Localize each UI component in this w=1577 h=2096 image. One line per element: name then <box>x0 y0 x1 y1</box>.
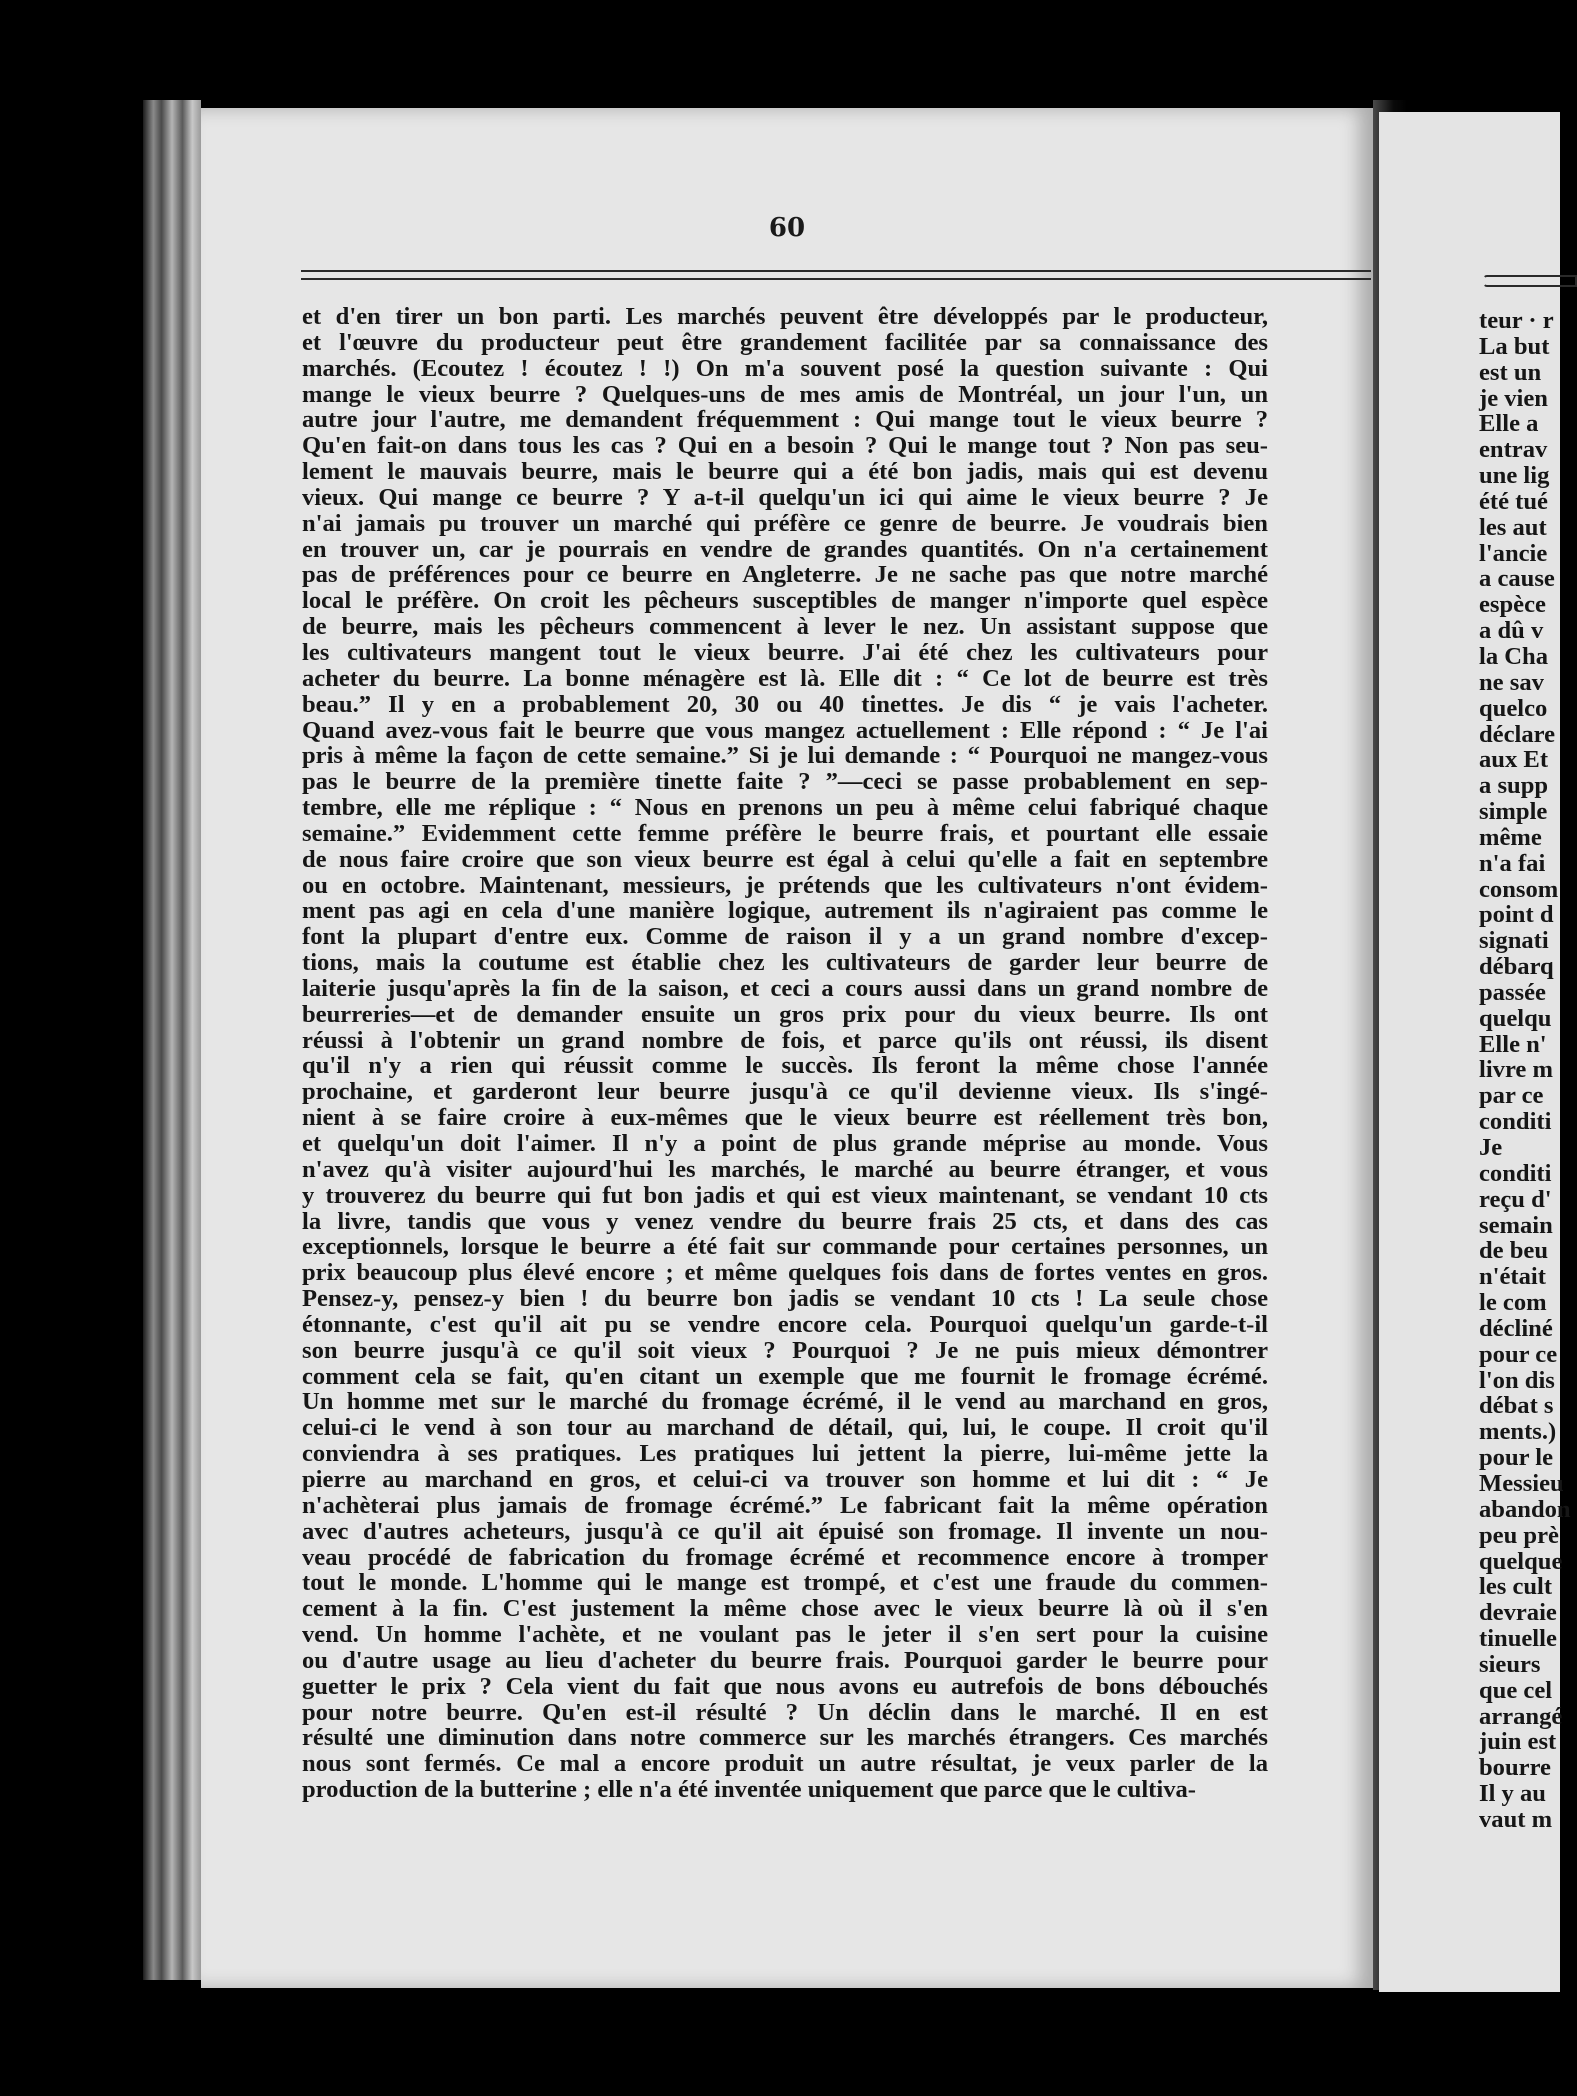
text-line: bourre <box>1479 1754 1551 1782</box>
text-line: n'a fai <box>1479 849 1546 877</box>
text-line: tions, mais la coutume est établie chez les cultivateurs de garder leur beurre de <box>302 949 1268 977</box>
text-line: de nous faire croire que son vieux beurre est égal à celui qu'elle a fait en septembre <box>302 845 1268 873</box>
text-line: consom <box>1479 875 1559 903</box>
text-line: lement le mauvais beurre, mais le beurre qui a été bon jadis, mais qui est devenu <box>302 458 1268 486</box>
text-line: débat s <box>1479 1392 1554 1420</box>
text-line: ment pas agi en cela d'une manière logique, autrement ils n'agiraient pas comme le <box>302 897 1268 925</box>
page-body-text <box>302 304 1268 1803</box>
text-line: l'ancie <box>1479 539 1548 567</box>
text-line: simple <box>1479 798 1548 826</box>
text-line: résulté une diminution dans notre commerce sur les marchés étrangers. Ces marchés <box>302 1724 1268 1752</box>
text-line: y trouverez du beurre qui fut bon jadis et qui est vieux maintenant, se vendant 10 cts <box>302 1181 1268 1209</box>
book-page-right-partial <box>1379 112 1571 1992</box>
next-page-body-text <box>1479 308 1571 1833</box>
text-line: guetter le prix ? Cela vient du fait que nous avons eu autrefois de bons débouchés <box>302 1672 1268 1700</box>
text-line: réussi à l'obtenir un grand nombre de fois, et parce qu'ils ont réussi, ils disent <box>302 1026 1268 1054</box>
text-line: a dû v <box>1479 617 1544 645</box>
text-line: local le préfère. On croit les pêcheurs susceptibles de manger n'importe quel espèce <box>302 587 1268 615</box>
text-line: pas de préférences pour ce beurre en Angleterre. Je ne sache pas que notre marché <box>302 561 1268 589</box>
text-line: et l'œuvre du producteur peut être grandement facilitée par sa connaissance des <box>302 328 1268 356</box>
text-line: teur · r <box>1479 307 1554 334</box>
text-line: qu'il n'y a rien qui réussit comme le succès. Ils feront la même chose l'année <box>302 1052 1268 1080</box>
text-line: Elle a <box>1479 410 1539 438</box>
text-line: comment cela se fait, qu'en citant un exemple que me fournit le fromage écrémé. <box>302 1362 1268 1390</box>
text-line: de beu <box>1479 1237 1549 1265</box>
text-line: même <box>1479 823 1542 851</box>
text-line: Elle n' <box>1479 1030 1547 1058</box>
text-line: étonnante, c'est qu'il ait pu se vendre encore cela. Pourquoi quelqu'un garde-t-il <box>302 1310 1268 1338</box>
text-line: la livre, tandis que vous y venez vendre du beurre frais 25 cts, et dans des cas <box>302 1207 1268 1235</box>
text-line: la Cha <box>1479 642 1549 670</box>
text-line: semain <box>1479 1211 1553 1239</box>
text-line: déclare <box>1479 720 1556 748</box>
text-line: font la plupart d'entre eux. Comme de raison il y a un grand nombre d'excep- <box>302 923 1268 951</box>
text-line: nous sont fermés. Ce mal a encore produit un autre résultat, je veux parler de la <box>302 1750 1268 1778</box>
text-line: Un homme met sur le marché du fromage écrémé, il le vend au marchand en gros, <box>302 1388 1268 1416</box>
page-number: 60 <box>768 213 806 243</box>
text-line: n'était <box>1479 1263 1546 1291</box>
text-line: espèce <box>1479 591 1546 619</box>
text-line: peu prè <box>1479 1521 1559 1549</box>
text-line: Je <box>1479 1134 1503 1161</box>
text-line: n'achèterai plus jamais de fromage écrémé.” Le fabricant fait la même opération <box>302 1491 1268 1519</box>
text-line: quelco <box>1479 694 1548 722</box>
text-line: vend. Un homme l'achète, et ne voulant pas le jeter il s'en sert pour la cuisine <box>302 1621 1268 1649</box>
text-line: ments.) <box>1479 1418 1557 1446</box>
text-line: sieurs <box>1479 1650 1541 1678</box>
text-line: celui-ci le vend à son tour au marchand de détail, qui, lui, le coupe. Il croit qu'il <box>302 1414 1268 1442</box>
text-line: et quelqu'un doit l'aimer. Il n'y a point de plus grande méprise au monde. Vous <box>302 1130 1268 1157</box>
book-spine <box>143 100 201 1980</box>
text-line: abandon <box>1479 1495 1571 1523</box>
text-line: ou d'autre usage au lieu d'acheter du beurre frais. Pourquoi garder le beurre pour <box>302 1646 1268 1674</box>
text-line: passée <box>1479 978 1546 1006</box>
text-line: pas le beurre de la première tinette faite ? ”—ceci se passe probablement en sep- <box>302 768 1268 796</box>
text-line: exceptionnels, lorsque le beurre a été fait sur commande pour certaines personnes, un <box>302 1233 1268 1261</box>
text-line: livre m <box>1479 1056 1553 1084</box>
text-line: entrav <box>1479 436 1548 464</box>
text-line: Il y au <box>1479 1780 1546 1808</box>
text-line: Qu'en fait-on dans tous les cas ? Qui en a besoin ? Qui le mange tout ? Non pas seu- <box>302 432 1268 460</box>
text-line: le com <box>1479 1289 1547 1317</box>
text-line: veau procédé de fabrication du fromage écrémé et recommence encore à tromper <box>302 1543 1268 1571</box>
text-line: de beurre, mais les pêcheurs commencent à lever le nez. Un assistant suppose que <box>302 613 1268 641</box>
text-line: beau.” Il y en a probablement 20, 30 ou 40 tinettes. Je dis “ je vais l'acheter. <box>302 690 1268 718</box>
text-line: a cause <box>1479 565 1555 593</box>
text-line: acheter du beurre. La bonne ménagère est là. Elle dit : “ Ce lot de beurre est très <box>302 664 1268 692</box>
text-line: Quand avez-vous fait le beurre que vous mangez actuellement : Elle répond : “ Je l'ai <box>302 716 1268 744</box>
text-line: débarq <box>1479 953 1554 981</box>
text-line: pour le <box>1479 1444 1554 1472</box>
text-line: été tué <box>1479 487 1548 515</box>
text-line: point d <box>1479 901 1554 929</box>
text-line: signati <box>1479 927 1549 955</box>
text-line: Pensez-y, pensez-y bien ! du beurre bon jadis se vendant 10 cts ! La seule chose <box>302 1285 1268 1313</box>
text-line: prochaine, et garderont leur beurre jusqu'à ce qu'il devienne vieux. Ils s'ingé- <box>302 1078 1268 1106</box>
text-line: beurreries—et de demander ensuite un gros prix pour du vieux beurre. Ils ont <box>302 1000 1268 1028</box>
text-line: les aut <box>1479 513 1547 541</box>
text-line: une lig <box>1479 462 1550 490</box>
text-line: pour ce <box>1479 1340 1558 1368</box>
text-line: pris à même la façon de cette semaine.” Si je lui demande : “ Pourquoi ne mangez-vous <box>302 742 1268 770</box>
book-page-left <box>201 108 1373 1988</box>
text-line: vaut m <box>1479 1805 1553 1833</box>
text-line: les cultivateurs mangent tout le vieux beurre. J'ai été chez les cultivateurs pour <box>302 638 1268 666</box>
text-line: je vien <box>1479 384 1548 412</box>
text-line: que cel <box>1479 1676 1553 1704</box>
text-line: avec d'autres acheteurs, jusqu'à ce qu'il ait épuisé son fromage. Il invente un nou- <box>302 1517 1268 1545</box>
text-line: quelqu <box>1479 1004 1552 1032</box>
text-line: arrangé <box>1479 1702 1563 1730</box>
text-line: par ce <box>1479 1082 1544 1110</box>
text-line: tout le monde. L'homme qui le mange est trompé, et c'est une fraude du commen- <box>302 1569 1268 1597</box>
text-line: devraie <box>1479 1599 1557 1627</box>
text-line: les cult <box>1479 1573 1553 1601</box>
header-rule-top <box>301 270 1371 272</box>
text-line: conditi <box>1479 1159 1552 1187</box>
text-line: et d'en tirer un bon parti. Les marchés peuvent être développés par le producteur, <box>302 303 1268 330</box>
text-line: prix beaucoup plus élevé encore ; et même quelques fois dans de fortes ventes en gros. <box>302 1259 1268 1287</box>
text-line: aux Et <box>1479 746 1549 774</box>
text-line: laiterie jusqu'après la fin de la saison, et ceci a cours aussi dans un grand nombre de <box>302 974 1268 1002</box>
text-line: La but <box>1479 332 1550 360</box>
text-line: tinuelle <box>1479 1625 1557 1653</box>
text-line: pour notre beurre. Qu'en est-il résulté ? Un déclin dans le marché. Il en est <box>302 1698 1268 1726</box>
text-line: en trouver un, car je pourrais en vendre de grandes quantités. On n'a certainement <box>302 535 1268 563</box>
text-line: quelque <box>1479 1547 1563 1575</box>
text-line: conditi <box>1479 1108 1552 1136</box>
text-line: reçu d' <box>1479 1185 1552 1213</box>
text-line: l'on dis <box>1479 1366 1555 1394</box>
text-line: n'ai jamais pu trouver un marché qui préfère ce genre de beurre. Je voudrais bien <box>302 509 1268 537</box>
text-line: n'avez qu'à visiter aujourd'hui les marchés, le marché au beurre étranger, et vous <box>302 1155 1268 1183</box>
text-line: mange le vieux beurre ? Quelques-uns de mes amis de Montréal, un jour l'un, un <box>302 380 1268 408</box>
text-line: son beurre jusqu'à ce qu'il soit vieux ? Pourquoi ? Je ne puis mieux démontrer <box>302 1336 1268 1364</box>
text-line: pierre au marchand en gros, et celui-ci va trouver son homme et lui dit : “ Je <box>302 1465 1268 1493</box>
text-line: ne sav <box>1479 668 1544 696</box>
text-line: juin est <box>1479 1728 1557 1756</box>
text-line: vieux. Qui mange ce beurre ? Y a-t-il quelqu'un ici qui aime le vieux beurre ? Je <box>302 483 1268 511</box>
text-line: est un <box>1479 358 1542 386</box>
text-line: a supp <box>1479 772 1549 800</box>
text-line: décliné <box>1479 1314 1553 1342</box>
text-line: tembre, elle me réplique : “ Nous en prenons un peu à même celui fabriqué chaque <box>302 794 1268 822</box>
text-line: conviendra à ses pratiques. Les pratiques lui jettent la pierre, lui-même jette la <box>302 1440 1268 1468</box>
text-line: semaine.” Evidemment cette femme préfère le beurre frais, et pourtant elle essaie <box>302 819 1268 847</box>
text-line: Messieu <box>1479 1469 1564 1497</box>
text-line: autre jour l'autre, me demandent fréquemment : Qui mange tout le vieux beurre ? <box>302 406 1268 434</box>
next-page-header-rule <box>1483 275 1577 287</box>
text-line: ou en octobre. Maintenant, messieurs, je prétends que les cultivateurs n'ont évidem- <box>302 871 1268 899</box>
header-rule-bottom <box>301 278 1371 280</box>
text-line: production de la butterine ; elle n'a été inventée uniquement que parce que le cultiva- <box>302 1776 1196 1804</box>
text-line: marchés. (Ecoutez ! écoutez ! !) On m'a souvent posé la question suivante : Qui <box>302 354 1268 382</box>
text-line: nient à se faire croire à eux-mêmes que le vieux beurre est réellement très bon, <box>302 1104 1268 1132</box>
text-line: cement à la fin. C'est justement la même chose avec le vieux beurre là où il s'en <box>302 1595 1268 1623</box>
